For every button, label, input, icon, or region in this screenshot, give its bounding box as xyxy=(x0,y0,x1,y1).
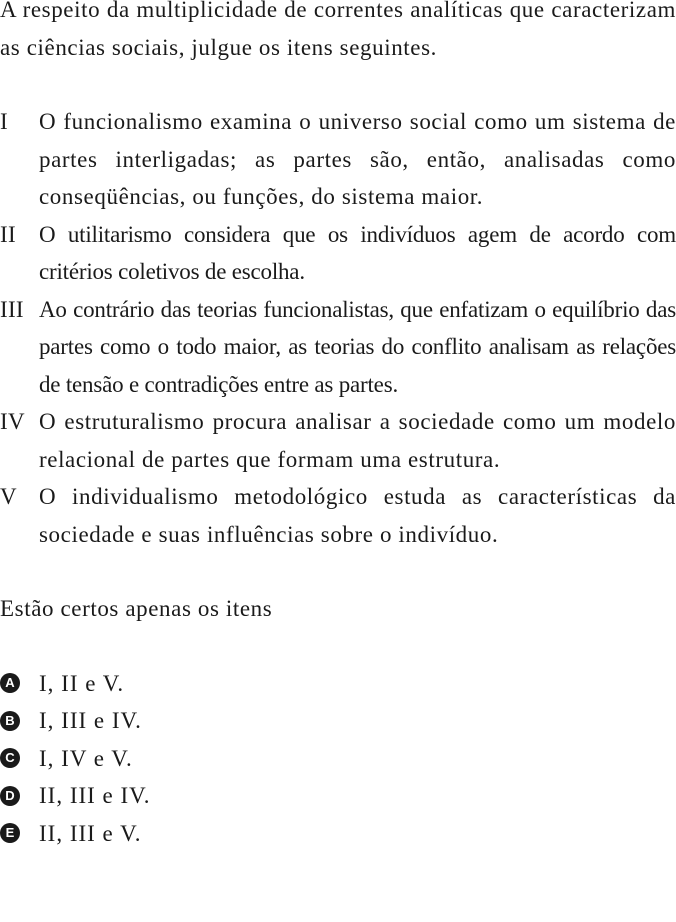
question-intro: A respeito da multiplicidade de correntes analíticas que caracterizam as ciências sociais, julgue os itens seguintes. xyxy=(0,0,676,60)
option-letter-badge: C xyxy=(0,748,20,768)
statement-item xyxy=(0,403,676,478)
statement-text: O estruturalismo procura analisar a sociedade como um modelo relacional de partes que formam uma estrutura. xyxy=(39,409,676,472)
option-text: I, IV e V. xyxy=(39,745,133,771)
option-text: I, II e V. xyxy=(39,670,125,696)
statement-numeral: III xyxy=(0,296,24,322)
option-text: II, III e V. xyxy=(39,820,142,846)
statement-item xyxy=(0,103,676,216)
statement-numeral: II xyxy=(0,221,16,247)
statement-list xyxy=(0,103,676,553)
statement-numeral: IV xyxy=(0,409,25,434)
question-stem: Estão certos apenas os itens xyxy=(0,596,273,621)
statement-text: Ao contrário das teorias funcionalistas, que enfatizam o equilíbrio das partes como o todo maior, as teorias do conflito analisam as relações de tensão e contradições entre as partes. xyxy=(39,296,676,397)
option-letter-badge: D xyxy=(0,786,20,806)
statement-numeral: V xyxy=(0,484,17,509)
answer-option-c[interactable] xyxy=(0,740,676,778)
option-text: I, III e IV. xyxy=(39,708,142,733)
answer-options xyxy=(0,665,676,853)
option-letter-badge: A xyxy=(0,673,20,693)
answer-option-e[interactable] xyxy=(0,815,676,853)
option-letter-badge: E xyxy=(0,823,20,843)
statement-numeral: I xyxy=(0,109,8,134)
statement-text: O funcionalismo examina o universo social como um sistema de partes interligadas; as partes são, então, analisadas como conseqüências, ou funções, do sistema maior. xyxy=(39,109,676,209)
statement-item xyxy=(0,216,676,291)
option-letter-badge: B xyxy=(0,711,20,731)
option-text: II, III e IV. xyxy=(39,783,151,808)
statement-text: O individualismo metodológico estuda as características da sociedade e suas influências sobre o indivíduo. xyxy=(39,484,676,547)
statement-item xyxy=(0,478,676,553)
answer-option-b[interactable] xyxy=(0,702,676,740)
statement-text: O utilitarismo considera que os indivíduos agem de acordo com critérios coletivos de escolha. xyxy=(39,221,676,284)
answer-option-d[interactable] xyxy=(0,777,676,815)
answer-option-a[interactable] xyxy=(0,665,676,703)
statement-item xyxy=(0,291,676,404)
